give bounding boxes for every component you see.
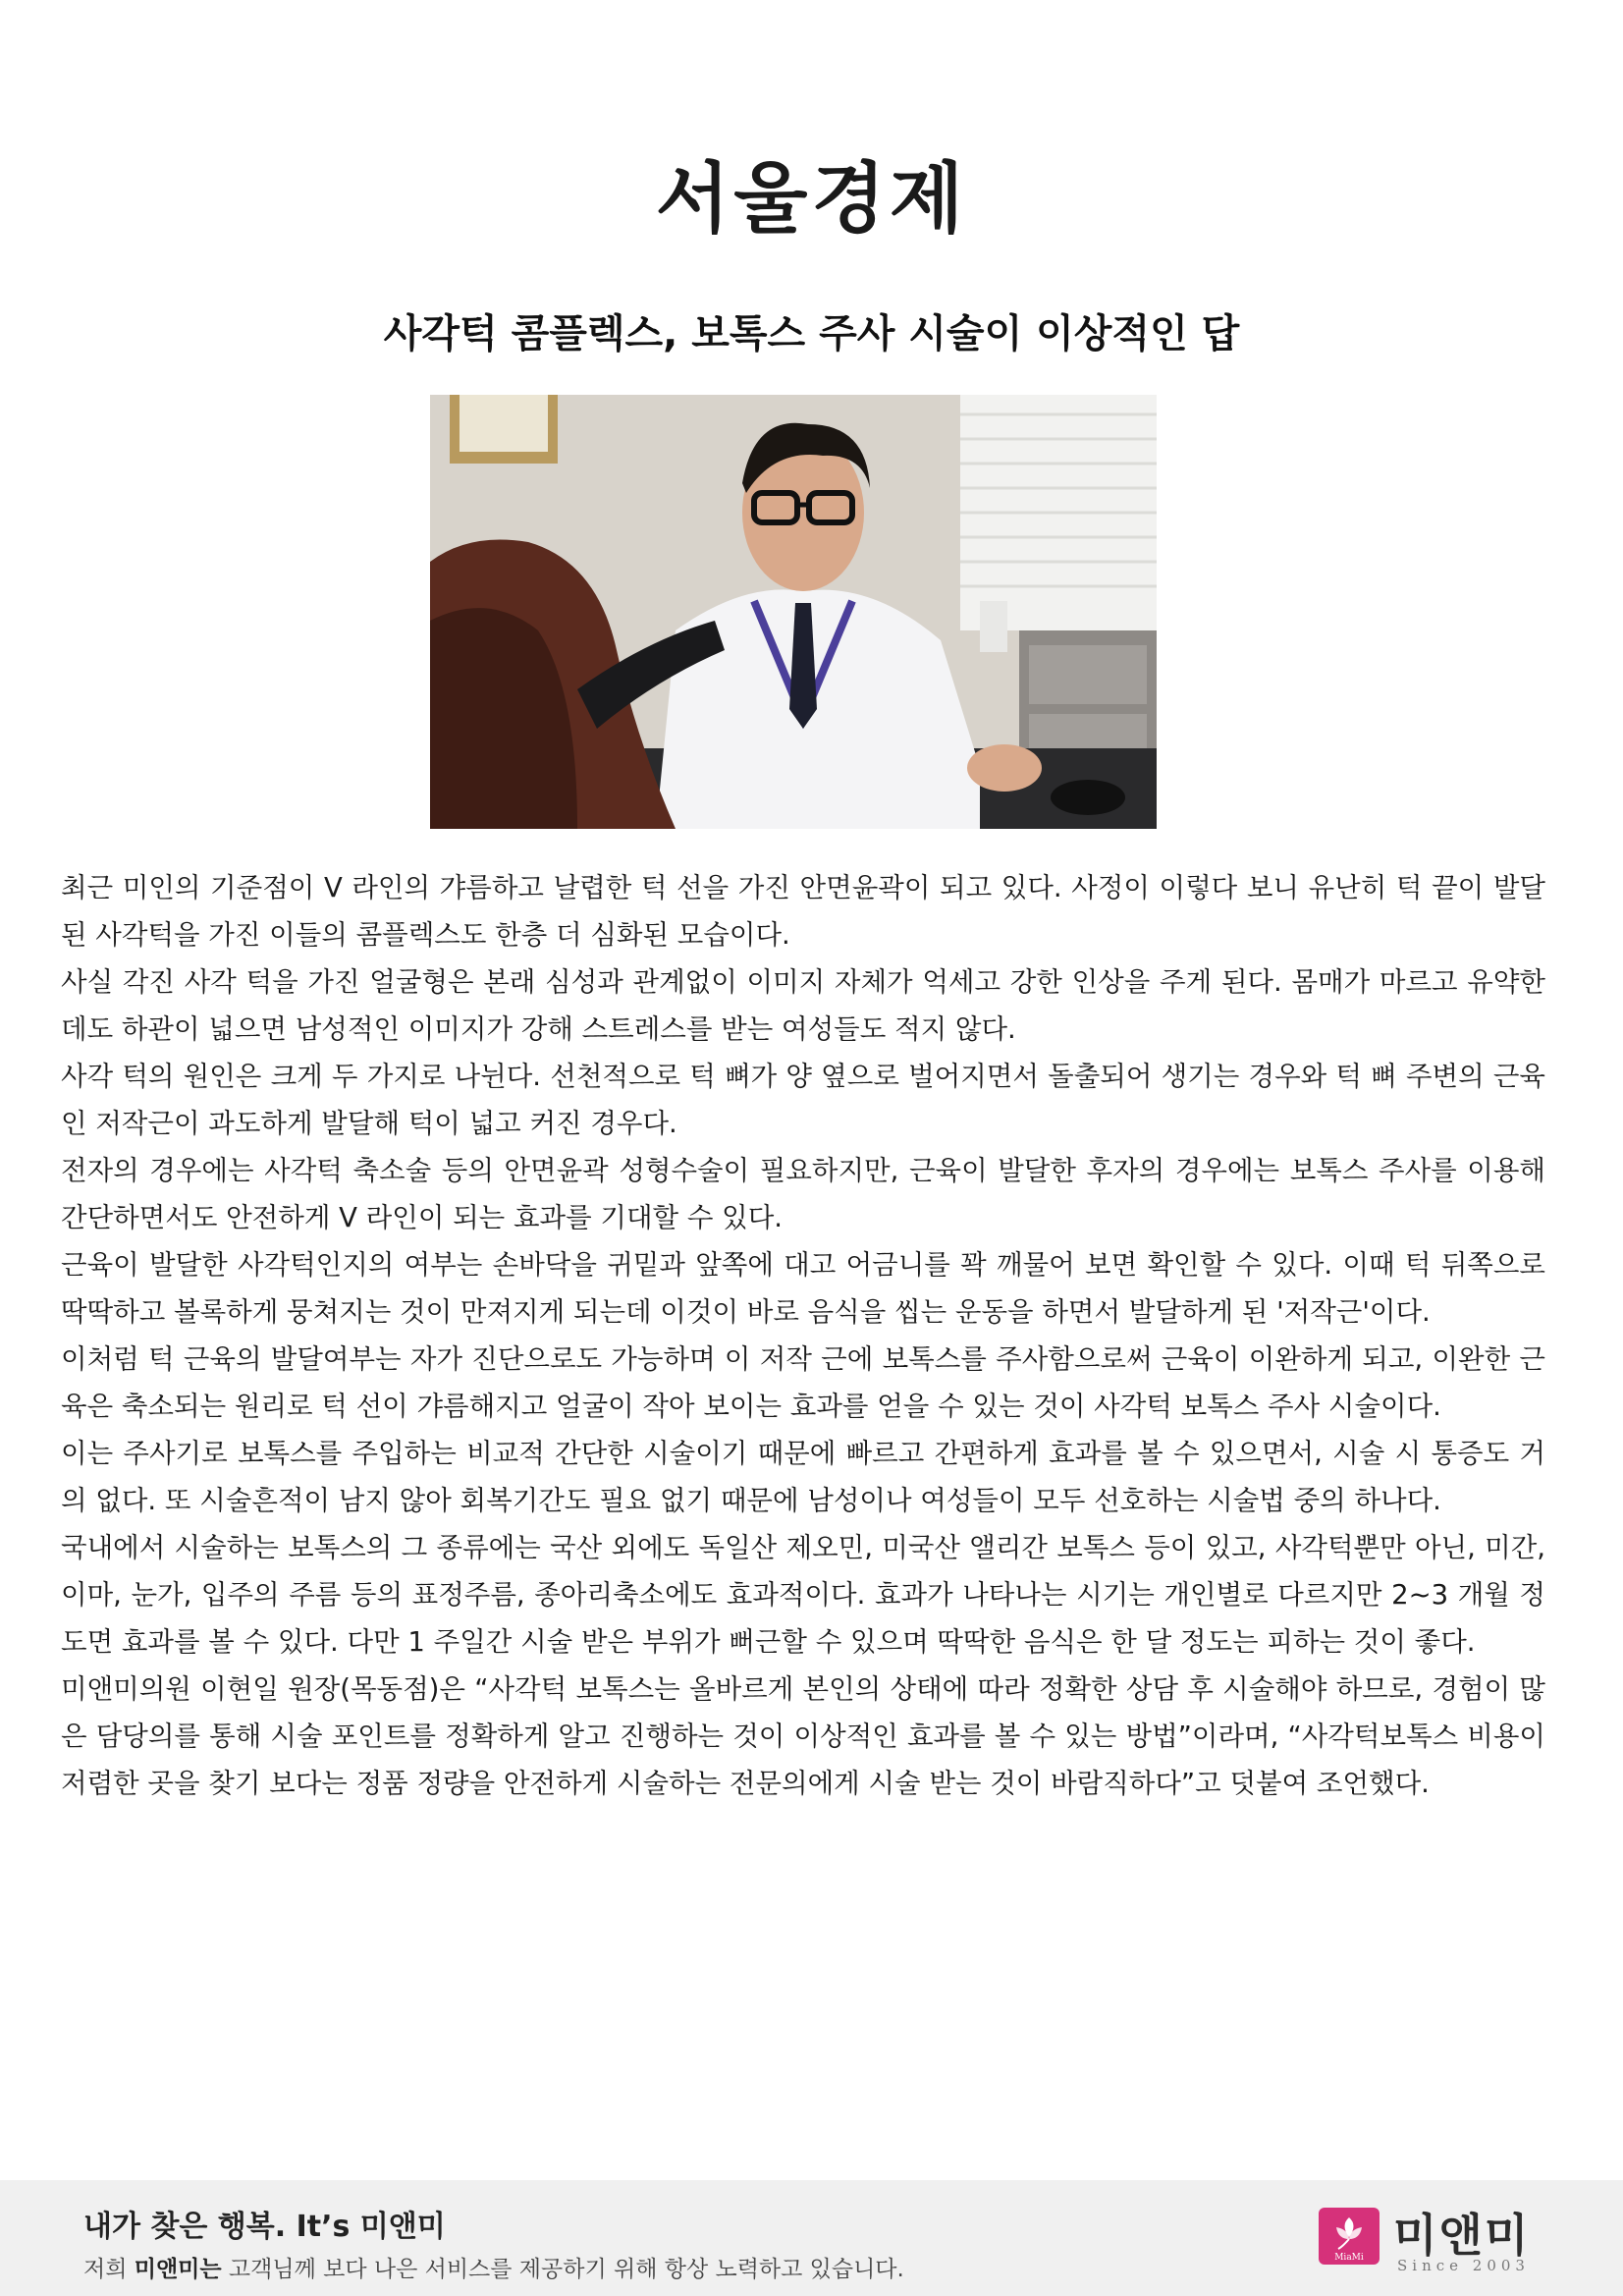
article-paragraph-3: 사각 턱의 원인은 크게 두 가지로 나뉜다. 선천적으로 턱 뼈가 양 옆으로 벌어지면서 돌출되어 생기는 경우와 턱 뼈 주변의 근육인 저작근이 과도하게 발달해 턱이 넓고 커진 경우다. xyxy=(61,1061,1545,1139)
newspaper-masthead: 서울경제 xyxy=(655,155,968,244)
brand-logo xyxy=(1319,2200,1554,2278)
article-paragraph-6: 이처럼 턱 근육의 발달여부는 자가 진단으로도 가능하며 이 저작 근에 보톡스를 주사함으로써 근육이 이완하게 되고, 이완한 근육은 축소되는 원리로 턱 선이 갸름해지고 얼굴이 작아 보이는 효과를 얻을 수 있는 것이 사각턱 보톡스 주사 시술이다. xyxy=(61,1343,1545,1422)
article-body xyxy=(61,864,1545,1807)
article-headline: 사각턱 콤플렉스, 보톡스 주사 시술이 이상적인 답 xyxy=(383,311,1240,356)
logo-text: 미앤미 xyxy=(1393,2209,1531,2262)
article-paragraph-2: 사실 각진 사각 턱을 가진 얼굴형은 본래 심성과 관계없이 이미지 자체가 억세고 강한 인상을 주게 된다. 몸매가 마르고 유약한데도 하관이 넓으면 남성적인 이미지가 강해 스트레스를 받는 여성들도 적지 않다. xyxy=(61,966,1545,1045)
article-paragraph-7: 이는 주사기로 보톡스를 주입하는 비교적 간단한 시술이기 때문에 빠르고 간편하게 효과를 볼 수 있으면서, 시술 시 통증도 거의 없다. 또 시술흔적이 남지 않아 회복기간도 필요 없기 때문에 남성이나 여성들이 모두 선호하는 시술법 중의 하나다. xyxy=(61,1438,1545,1516)
footer-note-brand: 미앤미는 xyxy=(134,2257,222,2282)
logo-mark-label: MiaMi xyxy=(1334,2253,1364,2263)
article-paragraph-1: 최근 미인의 기준점이 V 라인의 갸름하고 날렵한 턱 선을 가진 안면윤곽이 되고 있다. 사정이 이렇다 보니 유난히 턱 끝이 발달된 사각턱을 가진 이들의 콤플렉스도 한층 더 심화된 모습이다. xyxy=(61,872,1545,951)
doctor-consultation-photo xyxy=(430,395,1157,829)
flower-logo-icon xyxy=(1319,2208,1380,2265)
article-paragraph-4: 전자의 경우에는 사각턱 축소술 등의 안면윤곽 성형수술이 필요하지만, 근육이 발달한 후자의 경우에는 보톡스 주사를 이용해 간단하면서도 안전하게 V 라인이 되는 효과를 기대할 수 있다. xyxy=(61,1155,1545,1233)
footer-banner xyxy=(0,2180,1623,2296)
footer-slogan: 내가 찾은 행복. It’s 미앤미 xyxy=(83,2210,446,2244)
article-paragraph-8: 국내에서 시술하는 보톡스의 그 종류에는 국산 외에도 독일산 제오민, 미국산 앨리간 보톡스 등이 있고, 사각턱뿐만 아닌, 미간, 이마, 눈가, 입주의 주름 등의 표정주름, 종아리축소에도 효과적이다. 효과가 나타나는 시기는 개인별로 다르지만 2~3 개월 정도면 효과를 볼 수 있다. 다만 1 주일간 시술 받은 부위가 뻐근할 수 있으며 딱딱한 음식은 한 달 정도는 피하는 것이 좋다. xyxy=(61,1532,1545,1658)
footer-note xyxy=(83,2251,904,2283)
footer-note-suffix: 고객님께 보다 나은 서비스를 제공하기 위해 항상 노력하고 있습니다. xyxy=(221,2257,904,2282)
footer-note-prefix: 저희 xyxy=(83,2257,135,2282)
logo-since: Since 2003 xyxy=(1397,2257,1530,2274)
article-paragraph-5: 근육이 발달한 사각턱인지의 여부는 손바닥을 귀밑과 앞쪽에 대고 어금니를 꽉 깨물어 보면 확인할 수 있다. 이때 턱 뒤쪽으로 딱딱하고 볼록하게 뭉쳐지는 것이 만져지게 되는데 이것이 바로 음식을 씹는 운동을 하면서 발달하게 된 '저작근'이다. xyxy=(61,1249,1545,1328)
article-paragraph-9: 미앤미의원 이현일 원장(목동점)은 “사각턱 보톡스는 올바르게 본인의 상태에 따라 정확한 상담 후 시술해야 하므로, 경험이 많은 담당의를 통해 시술 포인트를 정확하게 알고 진행하는 것이 이상적인 효과를 볼 수 있는 방법”이라며, “사각턱보톡스 비용이 저렴한 곳을 찾기 보다는 정품 정량을 안전하게 시술하는 전문의에게 시술 받는 것이 바람직하다”고 덧붙여 조언했다. xyxy=(61,1673,1545,1799)
